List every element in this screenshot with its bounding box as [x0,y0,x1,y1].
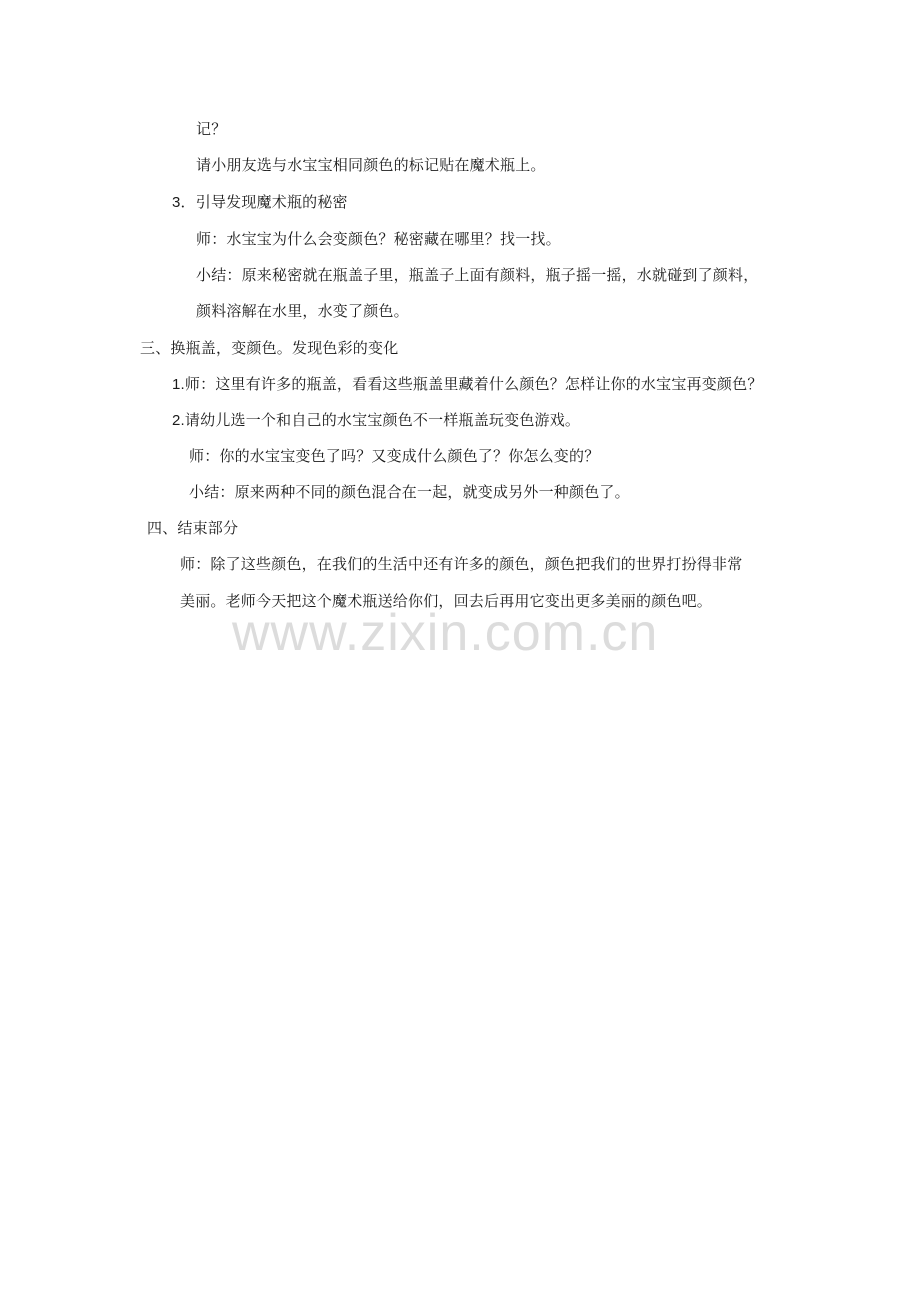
item-number: 2. [172,412,185,429]
text-line-1: 记？ [196,120,227,138]
text-line-6: 颜料溶解在水里，水变了颜色。 [196,302,409,320]
section-heading-4: 四、结束部分 [147,519,239,537]
section-item-2: 2.请幼儿选一个和自己的水宝宝颜色不一样瓶盖玩变色游戏。 [172,411,581,429]
text-line-2: 请小朋友选与水宝宝相同颜色的标记贴在魔术瓶上。 [196,156,546,174]
watermark: www.zixin.com.cn [232,604,659,662]
text-line-5: 小结：原来秘密就在瓶盖子里，瓶盖子上面有颜料，瓶子摇一摇，水就碰到了颜料， [196,266,759,284]
section-item-3: 3．引导发现魔术瓶的秘密 [172,193,348,211]
item-number: 1. [172,376,185,393]
section-item-1: 1.师：这里有许多的瓶盖，看看这些瓶盖里藏着什么颜色？怎样让你的水宝宝再变颜色？ [172,375,763,393]
text-line-14: 美丽。老师今天把这个魔术瓶送给你们，回去后再用它变出更多美丽的颜色吧。 [180,592,713,610]
text-line-10: 师：你的水宝宝变色了吗？又变成什么颜色了？你怎么变的？ [189,447,600,465]
text-line-13: 师：除了这些颜色，在我们的生活中还有许多的颜色，颜色把我们的世界打扮得非常 [180,555,743,573]
text-line-4: 师：水宝宝为什么会变颜色？秘密藏在哪里？找一找。 [196,230,561,248]
item-number: 3． [172,194,196,211]
section-heading-3: 三、换瓶盖，变颜色。发现色彩的变化 [140,339,399,357]
text-line-11: 小结：原来两种不同的颜色混合在一起，就变成另外一种颜色了。 [189,483,630,501]
